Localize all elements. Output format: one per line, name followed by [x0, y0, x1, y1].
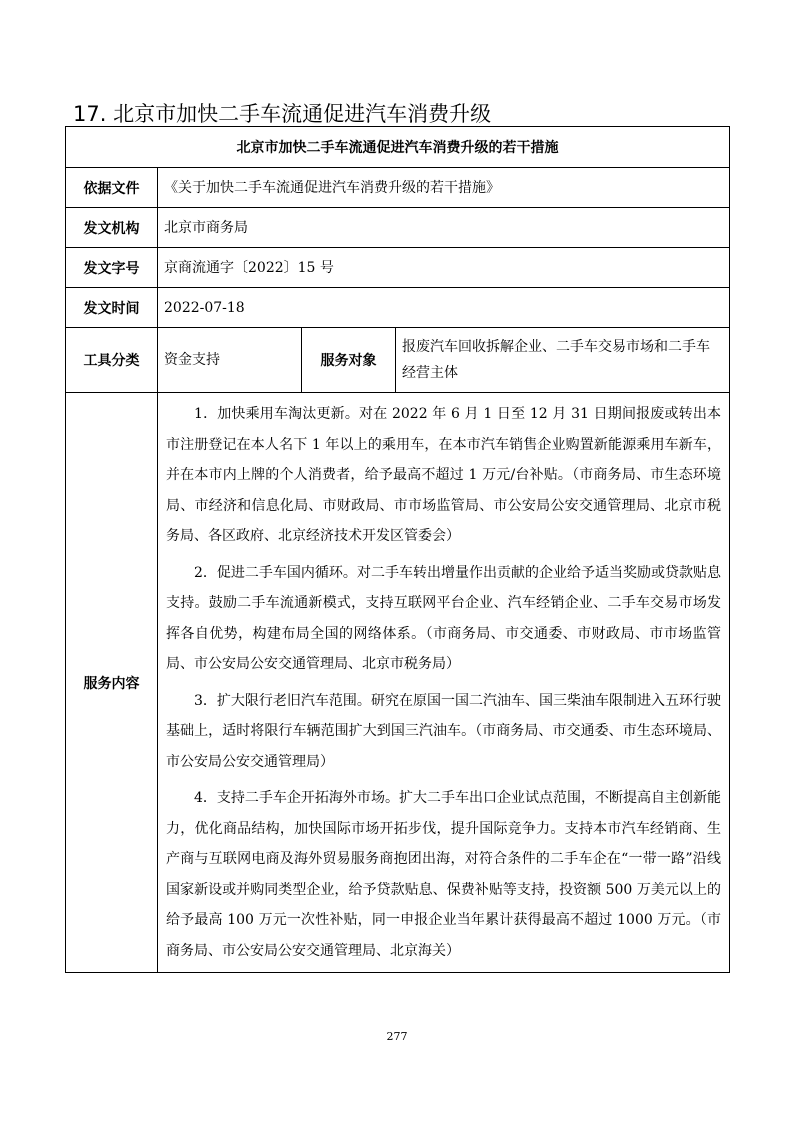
issuer-value: 北京市商务局 [158, 208, 730, 248]
tool-label: 工具分类 [66, 328, 158, 393]
content-paragraph-1: 1．加快乘用车淘汰更新。对在 2022 年 6 月 1 日至 12 月 31 日期间报废或转出本市注册登记在本人名下 1 年以上的乘用车，在本市汽车销售企业购置新能源乘用车新车，并在本市内上牌的个人消费者，给予最高不超过 1 万元/台补贴。（市商务局、市生态环境局、市经济和信息化局、市财政局、市市场监管局、市公安局公安交通管理局、北京市税务局、各区政府、北京经济技术开发区管委会） [166, 406, 721, 544]
basis-value: 《关于加快二手车流通促进汽车消费升级的若干措施》 [158, 168, 730, 208]
section-heading: 17. 北京市加快二手车流通促进汽车消费升级 [73, 102, 492, 126]
doc-number-value: 京商流通字〔2022〕15 号 [158, 248, 730, 288]
content-paragraph-2: 2．促进二手车国内循环。对二手车转出增量作出贡献的企业给予适当奖励或贷款贴息支持。鼓励二手车流通新模式，支持互联网平台企业、汽车经销企业、二手车交易市场发挥各自优势，构建布局全国的网络体系。（市商务局、市交通委、市财政局、市市场监管局、市公安局公安交通管理局、北京市税务局） [166, 564, 721, 672]
table-row-doc-number [66, 248, 730, 288]
tool-value: 资金支持 [158, 328, 302, 393]
table-row-basis [66, 168, 730, 208]
issue-date-label: 发文时间 [66, 288, 158, 328]
content-value [158, 393, 730, 973]
policy-table [65, 126, 730, 973]
content-paragraph-4: 4．支持二手车企开拓海外市场。扩大二手车出口企业试点范围，不断提高自主创新能力，优化商品结构，加快国际市场开拓步伐，提升国际竞争力。支持本市汽车经销商、生产商与互联网电商及海外贸易服务商抱团出海，对符合条件的二手车企在“一带一路”沿线国家新设或并购同类型企业，给予贷款贴息、保费补贴等支持，投资额 500 万美元以上的给予最高 100 万元一次性补贴，同一申报企业当年累计获得最高不超过 1000 万元。（市商务局、市公安局公安交通管理局、北京海关） [166, 790, 721, 959]
table-row-issuer [66, 208, 730, 248]
content-paragraph-3: 3．扩大限行老旧汽车范围。研究在原国一国二汽油车、国三柴油车限制进入五环行驶基础上，适时将限行车辆范围扩大到国三汽油车。（市商务局、市交通委、市生态环境局、市公安局公安交通管理局） [166, 692, 721, 770]
issuer-label: 发文机构 [66, 208, 158, 248]
table-title: 北京市加快二手车流通促进汽车消费升级的若干措施 [66, 127, 730, 168]
table-row-tool [66, 328, 730, 393]
target-label: 服务对象 [302, 328, 396, 393]
content-label: 服务内容 [66, 393, 158, 973]
table-row-content [66, 393, 730, 973]
basis-label: 依据文件 [66, 168, 158, 208]
table-row-issue-date [66, 288, 730, 328]
issue-date-value: 2022-07-18 [158, 288, 730, 328]
doc-number-label: 发文字号 [66, 248, 158, 288]
target-value: 报废汽车回收拆解企业、二手车交易市场和二手车经营主体 [396, 328, 730, 393]
page-number: 277 [386, 1030, 408, 1043]
